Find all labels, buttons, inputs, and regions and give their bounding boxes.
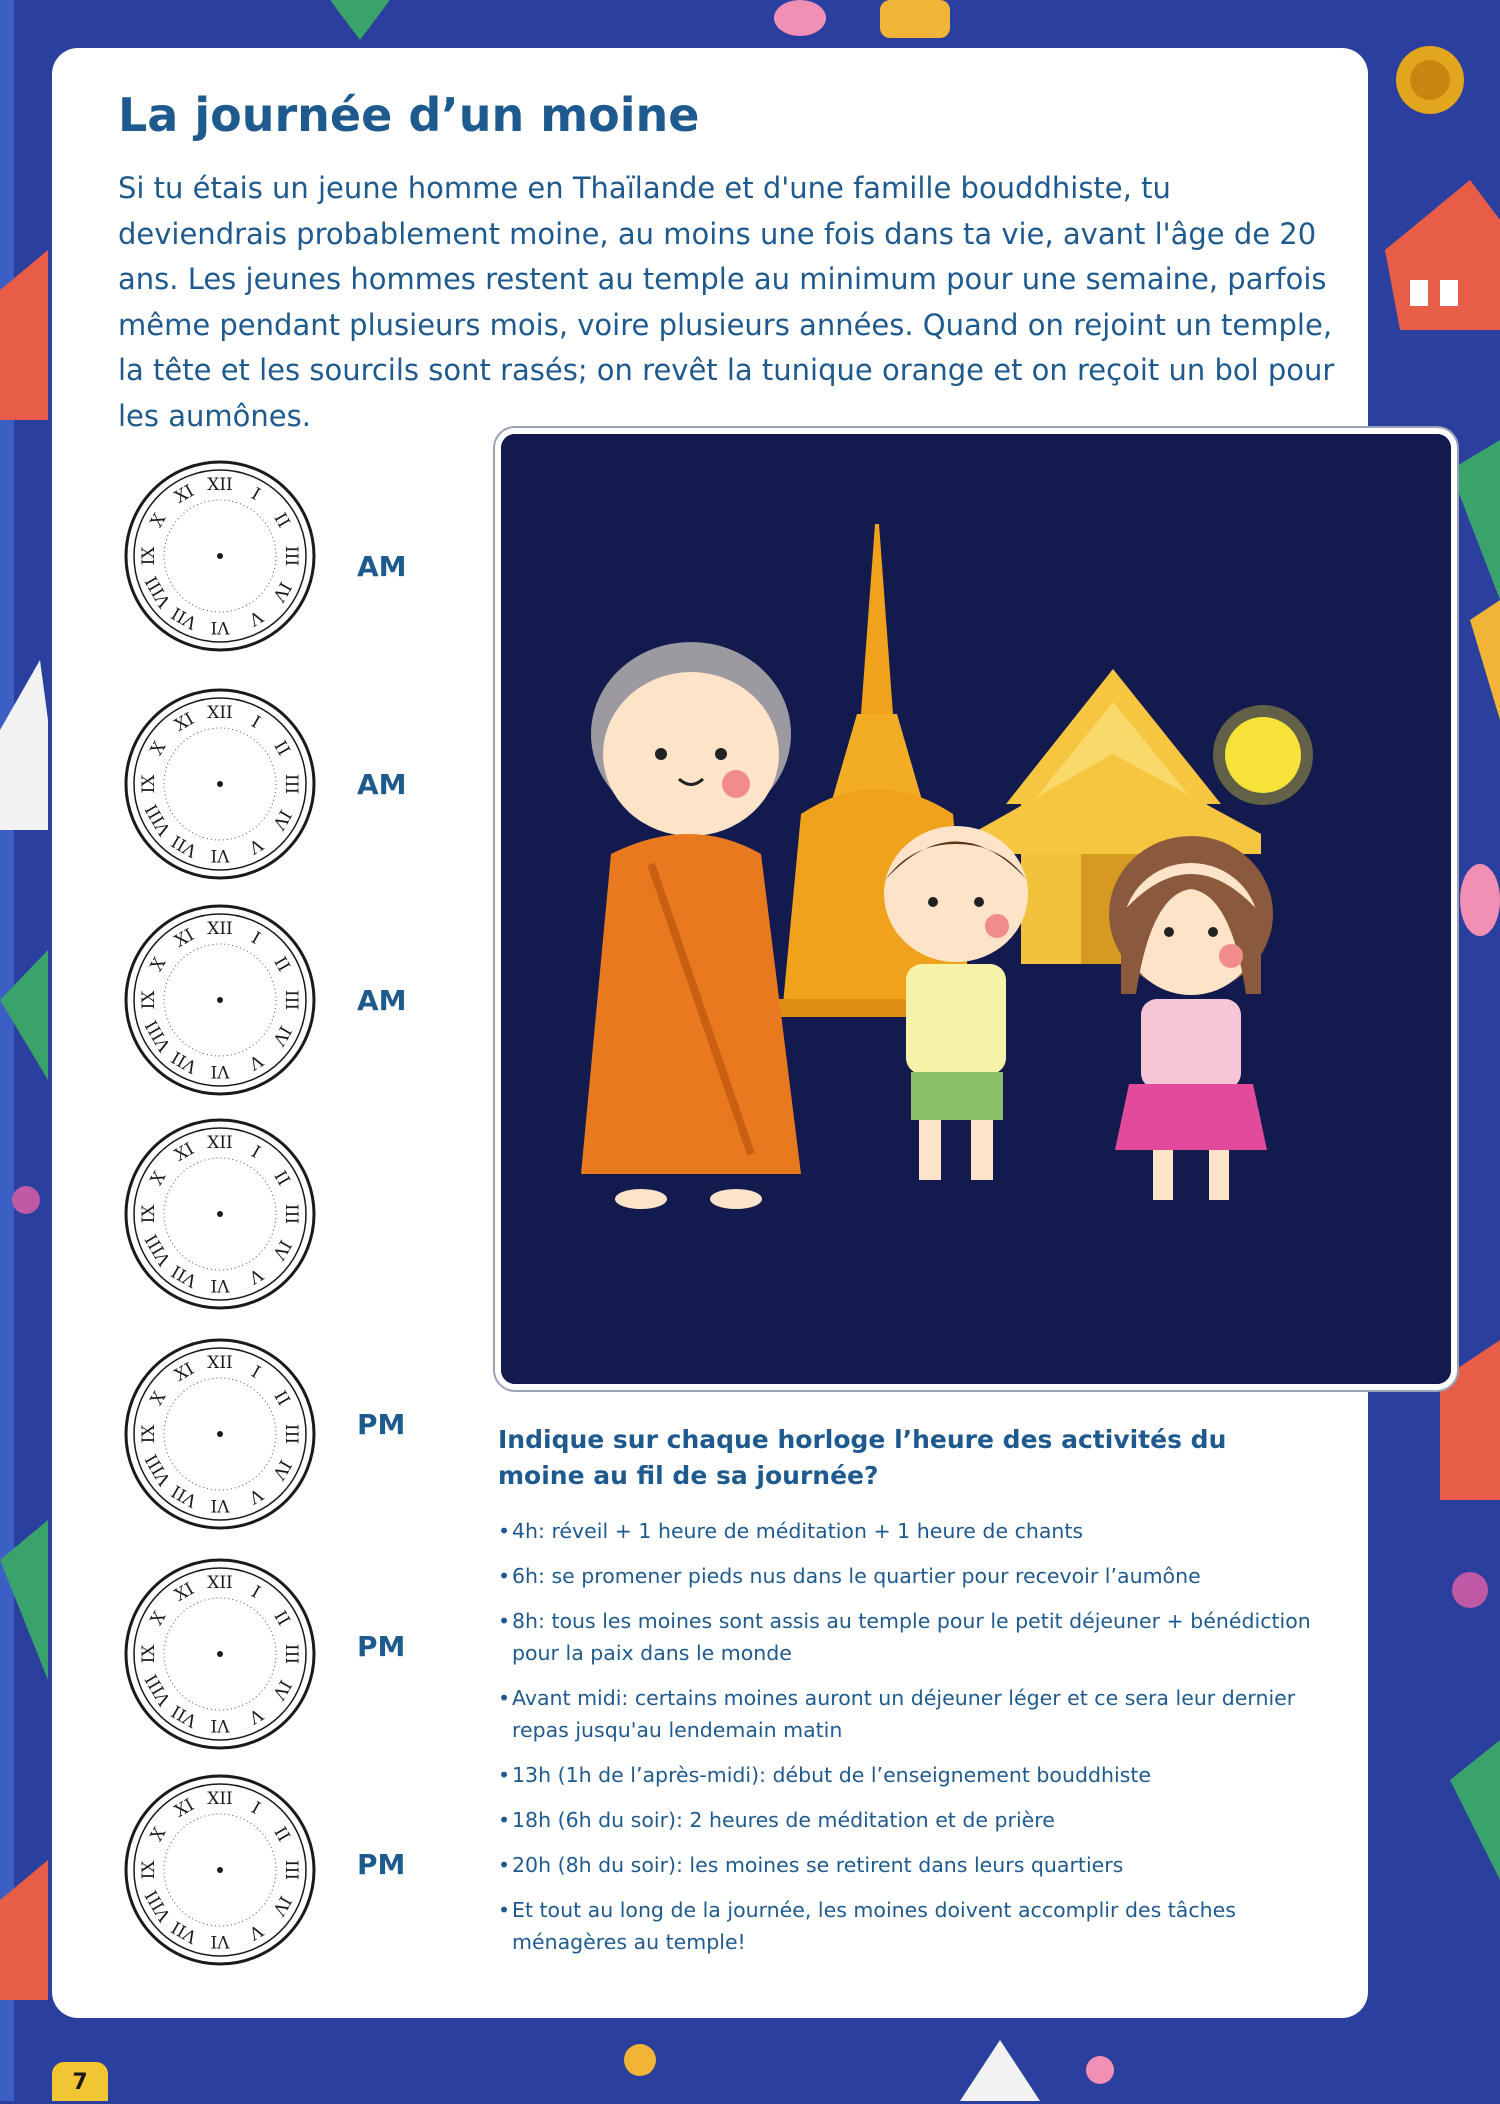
clock-numeral: IX — [139, 1644, 159, 1664]
clock-numeral: XI — [171, 481, 198, 508]
clock-numeral: XII — [207, 1789, 233, 1809]
clock-numeral: IX — [139, 1860, 159, 1880]
clock-numeral: VIII — [141, 1886, 176, 1925]
clock-numeral: XII — [207, 1353, 233, 1373]
clock-numeral: III — [281, 1859, 301, 1881]
clock-numeral: X — [146, 954, 171, 975]
clock-numeral: VI — [210, 1061, 230, 1081]
clock-numeral: XI — [171, 925, 198, 952]
clock-numeral: I — [247, 484, 264, 505]
clock-numeral: X — [146, 1608, 171, 1629]
clock-numeral: IV — [268, 1022, 295, 1049]
page-number: 7 — [52, 2062, 108, 2101]
clock-numeral: VI — [210, 617, 230, 637]
clock-numeral: V — [245, 1483, 266, 1508]
clock-numeral: IX — [139, 546, 159, 566]
clock-numeral: XII — [207, 703, 233, 723]
clock-numeral: V — [245, 1919, 266, 1944]
clock-numeral: VI — [210, 1275, 230, 1295]
clock-numeral: XI — [171, 1139, 198, 1166]
clock-numeral: XI — [171, 1579, 198, 1606]
clock-face-6[interactable] — [122, 1556, 318, 1752]
clock-numeral: XII — [207, 1133, 233, 1153]
clock-numeral: VIII — [141, 1670, 176, 1709]
clock-numeral: V — [245, 833, 266, 858]
activity-item: • Avant midi: certains moines auront un déjeuner léger et ce sera leur dernier repas jusqu'au lendemain matin — [498, 1682, 1318, 1746]
activity-item: • 8h: tous les moines sont assis au temple pour le petit déjeuner + bénédiction pour la paix dans le monde — [498, 1605, 1318, 1669]
clock-numeral: VII — [168, 1260, 201, 1291]
clock-period-label-3: AM — [357, 984, 407, 1017]
clock-numeral: IV — [268, 1676, 295, 1703]
activity-item: • 13h (1h de l’après-midi): début de l’enseignement bouddhiste — [498, 1759, 1318, 1791]
clock-numeral: VI — [210, 1495, 230, 1515]
clock-period-label-7: PM — [357, 1848, 406, 1881]
clock-numeral: III — [281, 545, 301, 567]
clock-numeral: IX — [139, 1204, 159, 1224]
clock-numeral: VII — [168, 1916, 201, 1947]
clock-numeral: VII — [168, 1700, 201, 1731]
clock-numeral: VIII — [141, 800, 176, 839]
clock-numeral: II — [269, 1607, 294, 1630]
clock-face-1[interactable] — [122, 458, 318, 654]
activity-item: • 6h: se promener pieds nus dans le quartier pour recevoir l’aumône — [498, 1560, 1318, 1592]
clock-numeral: VIII — [141, 1016, 176, 1055]
clock-numeral: X — [146, 738, 171, 759]
clock-numeral: IV — [268, 806, 295, 833]
clock-numeral: XI — [171, 1795, 198, 1822]
page-title: La journée d’un moine — [118, 88, 700, 142]
clock-numeral: XI — [171, 1359, 198, 1386]
clock-numeral: II — [269, 1823, 294, 1846]
clock-numeral: X — [146, 1824, 171, 1845]
clock-numeral: II — [269, 737, 294, 760]
activity-item: • 4h: réveil + 1 heure de méditation + 1 heure de chants — [498, 1515, 1318, 1547]
clock-numeral: XI — [171, 709, 198, 736]
clock-numeral: IV — [268, 578, 295, 605]
activity-item: • Et tout au long de la journée, les moines doivent accomplir des tâches ménagères au temple! — [498, 1894, 1318, 1958]
intro-paragraph: Si tu étais un jeune homme en Thaïlande et d'une famille bouddhiste, tu deviendrais probablement moine, au moins une fois dans ta vie, avant l'âge de 20 ans. Les jeunes hommes restent au temple au minimum pour une semaine, parfois même pendant plusieurs mois, voire plusieurs années. Quand on rejoint un temple, la tête et les sourcils sont rasés; on revêt la tunique orange et on reçoit un bol pour les aumônes. — [118, 171, 1335, 433]
clock-numeral: IV — [268, 1236, 295, 1263]
clock-face-2[interactable] — [122, 686, 318, 882]
clock-numeral: VIII — [141, 1450, 176, 1489]
clock-numeral: II — [269, 953, 294, 976]
clock-numeral: II — [269, 1387, 294, 1410]
clock-numeral: VIII — [141, 572, 176, 611]
clock-numeral: VII — [168, 602, 201, 633]
clock-period-label-6: PM — [357, 1630, 406, 1663]
clock-face-5[interactable] — [122, 1336, 318, 1532]
clock-numeral: IX — [139, 1424, 159, 1444]
clock-numeral: V — [245, 1049, 266, 1074]
clock-numeral: V — [245, 1263, 266, 1288]
clock-numeral: IX — [139, 774, 159, 794]
clock-numeral: X — [146, 1388, 171, 1409]
clock-face-7[interactable] — [122, 1772, 318, 1968]
clock-period-label-1: AM — [357, 550, 407, 583]
clock-numeral: III — [281, 1643, 301, 1665]
clock-numeral: III — [281, 989, 301, 1011]
clock-numeral: VI — [210, 1931, 230, 1951]
clock-numeral: I — [247, 1142, 264, 1163]
clock-numeral: IX — [139, 990, 159, 1010]
clock-period-label-5: PM — [357, 1408, 406, 1441]
clock-numeral: III — [281, 1203, 301, 1225]
clock-numeral: I — [247, 1798, 264, 1819]
clock-numeral: IV — [268, 1892, 295, 1919]
clock-numeral: XII — [207, 475, 233, 495]
activity-list — [498, 1515, 1318, 1971]
monk-temple-illustration — [495, 428, 1457, 1390]
clock-numeral: XII — [207, 919, 233, 939]
clock-numeral: V — [245, 605, 266, 630]
clock-period-label-2: AM — [357, 768, 407, 801]
clock-numeral: VI — [210, 1715, 230, 1735]
clock-face-3[interactable] — [122, 902, 318, 1098]
activity-item: • 18h (6h du soir): 2 heures de méditation et de prière — [498, 1804, 1318, 1836]
clock-numeral: I — [247, 928, 264, 949]
clock-numeral: VII — [168, 830, 201, 861]
activity-item: • 20h (8h du soir): les moines se retirent dans leurs quartiers — [498, 1849, 1318, 1881]
illustration-art — [501, 434, 1451, 1384]
clock-numeral: I — [247, 1362, 264, 1383]
clock-numeral: VI — [210, 845, 230, 865]
clock-numeral: IV — [268, 1456, 295, 1483]
clock-numeral: V — [245, 1703, 266, 1728]
clock-numeral: III — [281, 773, 301, 795]
activity-question: Indique sur chaque horloge l’heure des activités du moine au fil de sa journée? — [498, 1425, 1227, 1490]
clock-numeral: I — [247, 712, 264, 733]
clock-numeral: III — [281, 1423, 301, 1445]
clock-numeral: II — [269, 1167, 294, 1190]
clock-numeral: II — [269, 509, 294, 532]
clock-numeral: VII — [168, 1046, 201, 1077]
clock-numeral: X — [146, 1168, 171, 1189]
clock-numeral: X — [146, 510, 171, 531]
clock-numeral: XII — [207, 1573, 233, 1593]
clock-numeral: VIII — [141, 1230, 176, 1269]
clock-face-4[interactable] — [122, 1116, 318, 1312]
clock-numeral: VII — [168, 1480, 201, 1511]
clock-numeral: I — [247, 1582, 264, 1603]
